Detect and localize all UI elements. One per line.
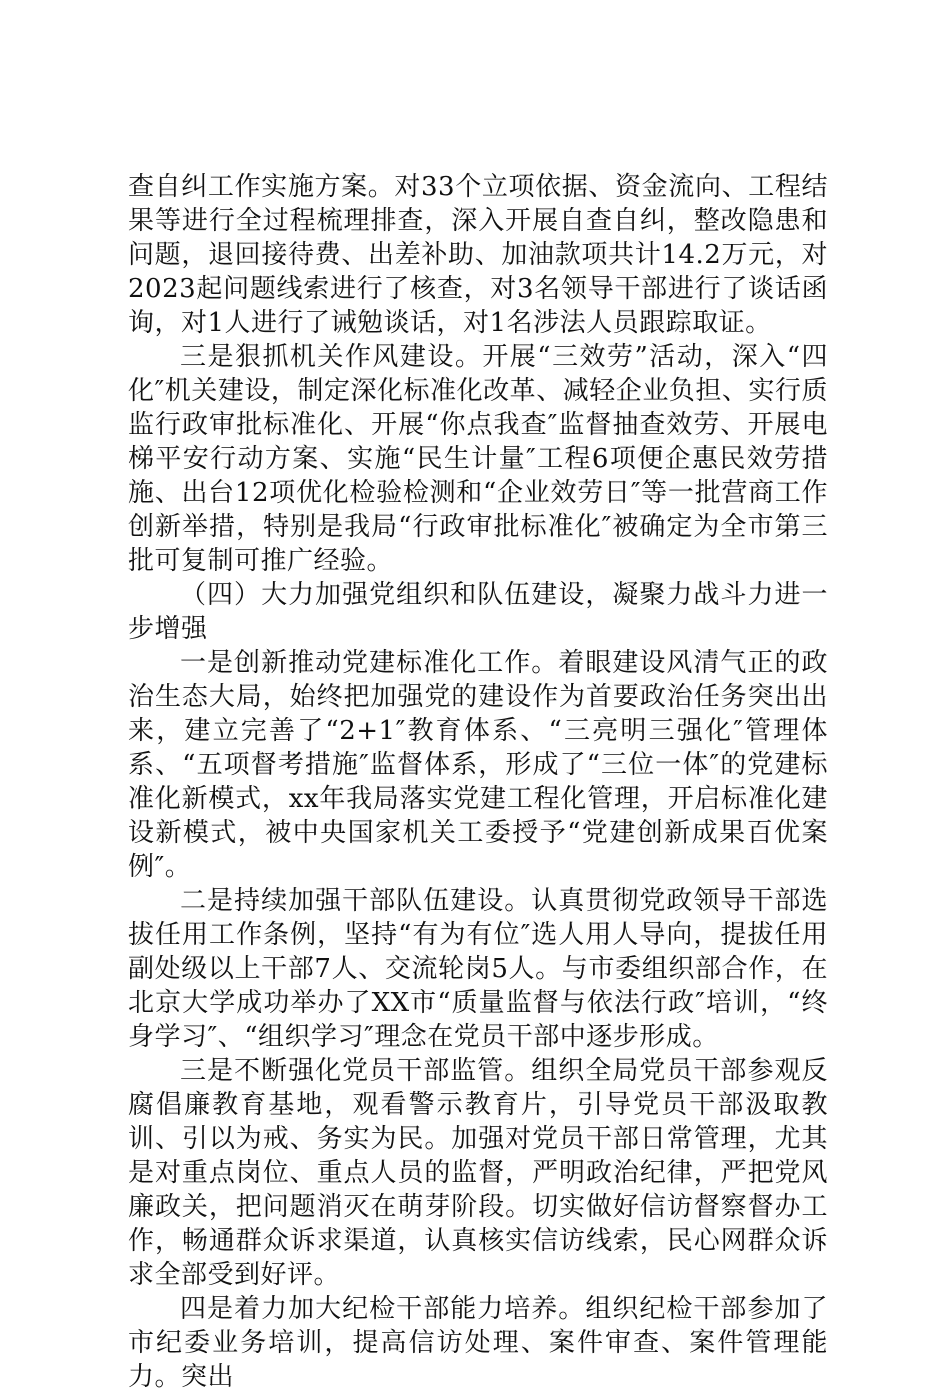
paragraph-work-style: 三是狠抓机关作风建设。开展“三效劳”活动，深入“四化″机关建设，制定深化标准化改革、减轻企业负担、实行质监行政审批标准化、开展“你点我查″监督抽查效劳、开展电梯平安行动方案、实施“民生计量″工程6项便企惠民效劳措施、出台12项优化检验检测和“企业效劳日″等一批营商工作创新举措，特别是我局“行政审批标准化″被确定为全市第三批可复制可推广经验。 bbox=[128, 342, 828, 576]
paragraph-cadre-team: 二是持续加强干部队伍建设。认真贯彻党政领导干部选拔任用工作条例，坚持“有为有位″选人用人导向，提拔任用副处级以上干部7人、交流轮岗5人。与市委组织部合作，在北京大学成功举办了XX市“质量监督与依法行政″培训，“终身学习″、“组织学习″理念在党员干部中逐步形成。 bbox=[128, 886, 828, 1052]
paragraph-party-standardization: 一是创新推动党建标准化工作。着眼建设风清气正的政治生态大局，始终把加强党的建设作为首要政治任务突出出来，建立完善了“2+1″教育体系、“三亮明三强化″管理体系、“五项督考措施″监督体系，形成了“三位一体″的党建标准化新模式，xx年我局落实党建工程化管理，开启标准化建设新模式，被中央国家机关工委授予“党建创新成果百优案例″。 bbox=[128, 648, 828, 882]
section-heading-party-building: （四）大力加强党组织和队伍建设，凝聚力战斗力进一步增强 bbox=[128, 580, 828, 644]
paragraph-cadre-supervision: 三是不断强化党员干部监管。组织全局党员干部参观反腐倡廉教育基地，观看警示教育片，引导党员干部汲取教训、引以为戒、务实为民。加强对党员干部日常管理，尤其是对重点岗位、重点人员的监督，严明政治纪律，严把党风廉政关，把问题消灭在萌芽阶段。切实做好信访督察督办工作，畅通群众诉求渠道，认真核实信访线索，民心网群众诉求全部受到好评。 bbox=[128, 1056, 828, 1290]
paragraph-continuation: 查自纠工作实施方案。对33个立项依据、资金流向、工程结果等进行全过程梳理排查，深入开展自查自纠，整改隐患和问题，退回接待费、出差补助、加油款项共计14.2万元，对2023起问题线索进行了核查，对3名领导干部进行了谈话函询，对1人进行了诫勉谈话，对1名涉法人员跟踪取证。 bbox=[128, 172, 828, 338]
paragraph-discipline-training: 四是着力加大纪检干部能力培养。组织纪检干部参加了市纪委业务培训，提高信访处理、案件审查、案件管理能力。突出 bbox=[128, 1294, 828, 1392]
document-page bbox=[128, 170, 828, 1394]
